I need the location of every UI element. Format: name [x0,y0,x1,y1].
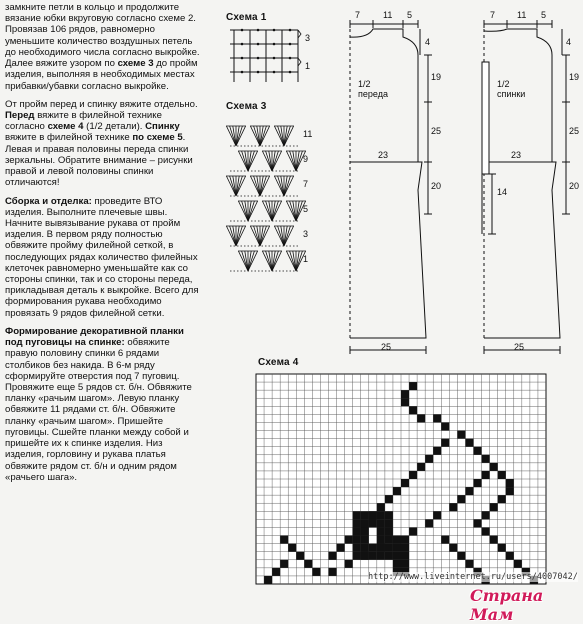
schema-3-row-label: 3 [303,229,309,239]
back-dim-top: 5 [541,10,547,20]
front-dim-right: 25 [431,126,442,136]
instructions-paragraph: Формирование декоративной планки под пуговицы на спинке: обвяжите правую половину спинки 6 рядами столбиков без накида. В 6-м ряду сформируйте отверстия под 7 пуговиц. Провяжите еще 5 рядов ст. б/н. Обвяжите планку «рачьим шагом». Левую планку обвяжите 11 рядами ст. б/н. Обвяжите планку «рачьим шагом». Пришейте пуговицы. Сшейте планки между собой и пришейте их к спинке изделия. Низ изделия, горловину и рукава платья обвяжите рядом ст. б/н и одним рядом «рачьего шага». [5,325,192,483]
back-dim-right: 19 [569,72,580,82]
front-width-label: 23 [378,150,389,160]
front-bottom-label: 25 [381,342,392,352]
schema-1-title: Схема 1 [226,12,267,23]
front-dim-right: 19 [431,72,442,82]
front-dim-right: 4 [425,37,431,47]
schema-3-row-label: 9 [303,154,309,164]
schema-3-title: Схема 3 [226,101,267,112]
instructions-paragraph: Сборка и отделка: проведите ВТО изделия. Выполните плечевые швы. Начните вывязывание рукава от пройм изделия. В первом ряду полностью обвяжите пройму филейной сеткой, в последующих рядах количество филейных клеточек равномерно уменьшайте как со стороны спинки, так и со стороны переда, прикладывая деталь к выкройке. Всего для формирования рукава необходимо провязать 9 рядов филейной сетки. [5,195,199,319]
instructions-paragraph: От пройм перед и спинку вяжите отдельно. Перед вяжите в филейной технике согласно схеме 4 (1/2 детали). Спинку вяжите в филейной технике по схеме 5. Левая и правая половины переда спинки зеркальны. Обратите внимание – рисунки правой и левой половины спинки отличаются! [5,98,198,189]
instructions-paragraph: замкните петли в кольцо и продолжите вязание юбки вкруговую согласно схеме 2. Провязав 106 рядов, равномерно уменьшите количество воздушных петель до необходимого числа согласно выкройке. Далее вяжите узором по схеме 3 до пройм изделия, выполняя в необходимых местах прибавки/убавки согласно выкройке. [5,2,200,92]
back-dim-top: 7 [490,10,496,20]
schema-3-row-label: 7 [303,179,309,189]
back-piece-label: спинки [497,89,526,99]
back-dim-right: 20 [569,181,580,191]
schema-4-filet-grid [256,374,546,584]
schema-3-row-label: 1 [303,254,309,264]
front-piece-label: 1/2 [358,79,371,89]
back-dim-right: 25 [569,126,580,136]
slit-length-label: 14 [497,187,508,197]
front-dim-top: 5 [407,10,413,20]
back-width-label: 23 [511,150,522,160]
back-dim-top: 11 [517,10,527,20]
schema-3-row-label: 11 [303,129,313,139]
front-dim-top: 11 [383,10,393,20]
back-bottom-label: 25 [514,342,525,352]
source-url-watermark: http://www.liveinternet.ru/users/4007042/ [368,572,578,582]
front-dim-top: 7 [355,10,361,20]
front-dim-right: 20 [431,181,442,191]
schema-3-row-label: 5 [303,204,309,214]
schema-1-row-label: 1 [305,61,311,71]
site-logo: Страна Мам [470,586,544,624]
back-piece-label: 1/2 [497,79,510,89]
front-piece-label: переда [358,89,388,99]
schema-4-title: Схема 4 [258,357,299,368]
schema-1-row-label: 3 [305,33,311,43]
back-dim-right: 4 [566,37,572,47]
